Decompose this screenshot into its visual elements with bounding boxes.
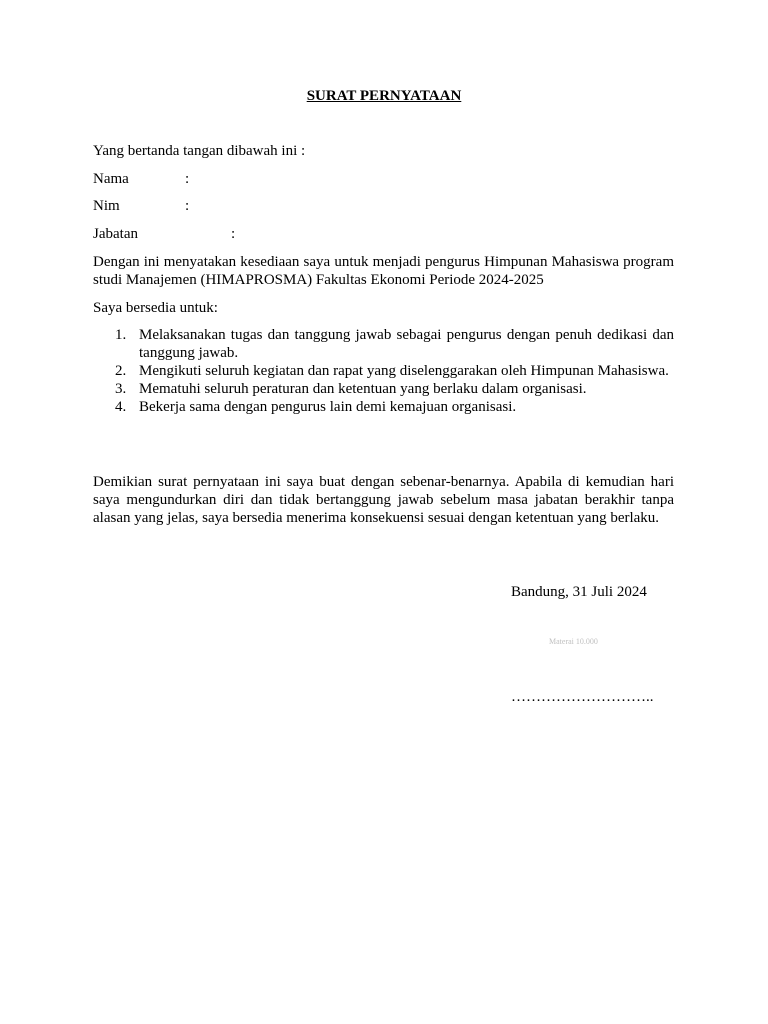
field-colon-nim: :	[185, 198, 190, 214]
commitment-list	[93, 326, 674, 416]
field-colon-nama: :	[185, 171, 190, 187]
closing-paragraph: Demikian surat pernyataan ini saya buat dengan sebenar-benarnya. Apabila di kemudian hari saya mengundurkan diri dan tidak bertanggung jawab sebelum masa jabatan berakhir tanpa alasan yang jelas, saya bersedia menerima konsekuensi sesuai dengan ketentuan yang berlaku.	[93, 474, 674, 526]
list-item-number: 3.	[115, 381, 127, 397]
statement-paragraph: Dengan ini menyatakan kesediaan saya untuk menjadi pengurus Himpunan Mahasiswa program studi Manajemen (HIMAPROSMA) Fakultas Ekonomi Periode 2024-2025	[93, 254, 674, 288]
list-item	[93, 398, 674, 416]
list-item-text: Mematuhi seluruh peraturan dan ketentuan yang berlaku dalam organisasi.	[139, 381, 587, 397]
field-label-nama: Nama	[93, 171, 129, 187]
field-label-jabatan: Jabatan	[93, 226, 138, 242]
list-item-number: 2.	[115, 363, 127, 379]
list-item-text: Bekerja sama dengan pengurus lain demi kemajuan organisasi.	[139, 399, 517, 415]
document-title: SURAT PERNYATAAN	[306, 88, 462, 104]
field-label-nim: Nim	[93, 198, 120, 214]
list-item	[93, 362, 674, 380]
list-item-number: 4.	[115, 399, 127, 415]
list-item-text: Mengikuti seluruh kegiatan dan rapat yang diselenggarakan oleh Himpunan Mahasiswa.	[139, 363, 669, 379]
willing-line: Saya bersedia untuk:	[93, 300, 218, 316]
list-item-number: 1.	[115, 327, 127, 343]
intro-line: Yang bertanda tangan dibawah ini :	[93, 143, 306, 159]
list-item-text: Melaksanakan tugas dan tanggung jawab sebagai pengurus dengan penuh dedikasi dan tanggung jawab.	[139, 327, 674, 361]
place-date: Bandung, 31 Juli 2024	[511, 584, 647, 600]
materai-placeholder: Materai 10.000	[549, 637, 598, 646]
signature-line: ………………………..	[511, 689, 654, 705]
field-colon-jabatan: :	[231, 226, 236, 242]
list-item	[93, 326, 674, 362]
list-item	[93, 380, 674, 398]
